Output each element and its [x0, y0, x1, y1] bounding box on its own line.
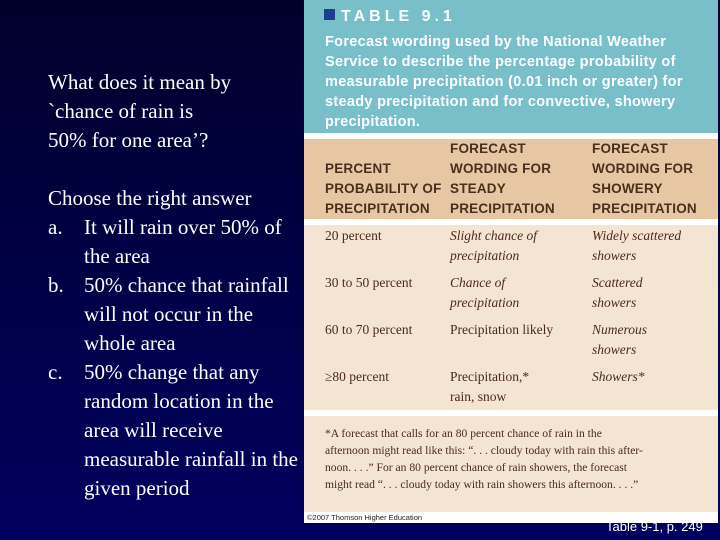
table-caption: Table 9-1, p. 249 [606, 519, 703, 534]
table-cell: ≥80 percent [325, 369, 390, 384]
column-header-percent: PERCENT PROBABILITY OF PRECIPITATION [325, 161, 442, 216]
question-text-block [48, 68, 298, 503]
table-cell: Widely scattered showers [592, 228, 682, 263]
question-prompt: What does it mean by `chance of rain is 50% for one area’? [48, 70, 232, 152]
table-footnote: *A forecast that calls for an 80 percent chance of rain in the afternoon might read like this: “. . . cloudy today with rain this after- noon. . . .” For an 80 percent chance of rain showers, the forecast might read “. . . cloudy today with rain showers this afternoon. . . .” [325, 427, 643, 491]
option-a: a. It will rain over 50% of the area [48, 215, 282, 268]
table-body [304, 225, 718, 410]
table-cell: Showers* [592, 369, 645, 384]
table-cell: Precipitation,* rain, snow [450, 369, 530, 404]
column-header-steady: FORECAST WORDING FOR STEADY PRECIPITATION [450, 141, 555, 216]
square-icon [324, 9, 335, 20]
copyright-notice: ©2007 Thomson Higher Education [304, 512, 718, 523]
column-header-showery: FORECAST WORDING FOR SHOWERY PRECIPITATION [592, 141, 697, 216]
option-b: b. 50% chance that rainfall will not occur in the whole area [48, 273, 289, 355]
table-cell: Slight chance of precipitation [450, 228, 537, 263]
column-headers [304, 139, 718, 219]
table-cell: Scattered showers [592, 275, 643, 310]
table-cell: Chance of precipitation [450, 275, 520, 310]
table-header [304, 0, 718, 133]
table-title: Forecast wording used by the National Weather Service to describe the percentage probability of measurable precipitation (0.01 inch or greater) for steady precipitation and for convective, showery precipitation. [325, 34, 683, 130]
table-footnote-area [304, 416, 718, 512]
table-cell: Numerous showers [592, 322, 648, 357]
forecast-wording-table [304, 0, 718, 523]
table-cell: 60 to 70 percent [325, 322, 413, 337]
option-c: c. 50% change that any random location in the area will receive measurable rainfall in the given period [48, 360, 298, 500]
table-number: TABLE 9.1 [324, 8, 456, 26]
table-cell: Precipitation likely [450, 322, 554, 337]
choose-instruction: Choose the right answer [48, 186, 252, 210]
table-cell: 30 to 50 percent [325, 275, 413, 290]
answer-options [48, 213, 298, 503]
table-cell: 20 percent [325, 228, 382, 243]
